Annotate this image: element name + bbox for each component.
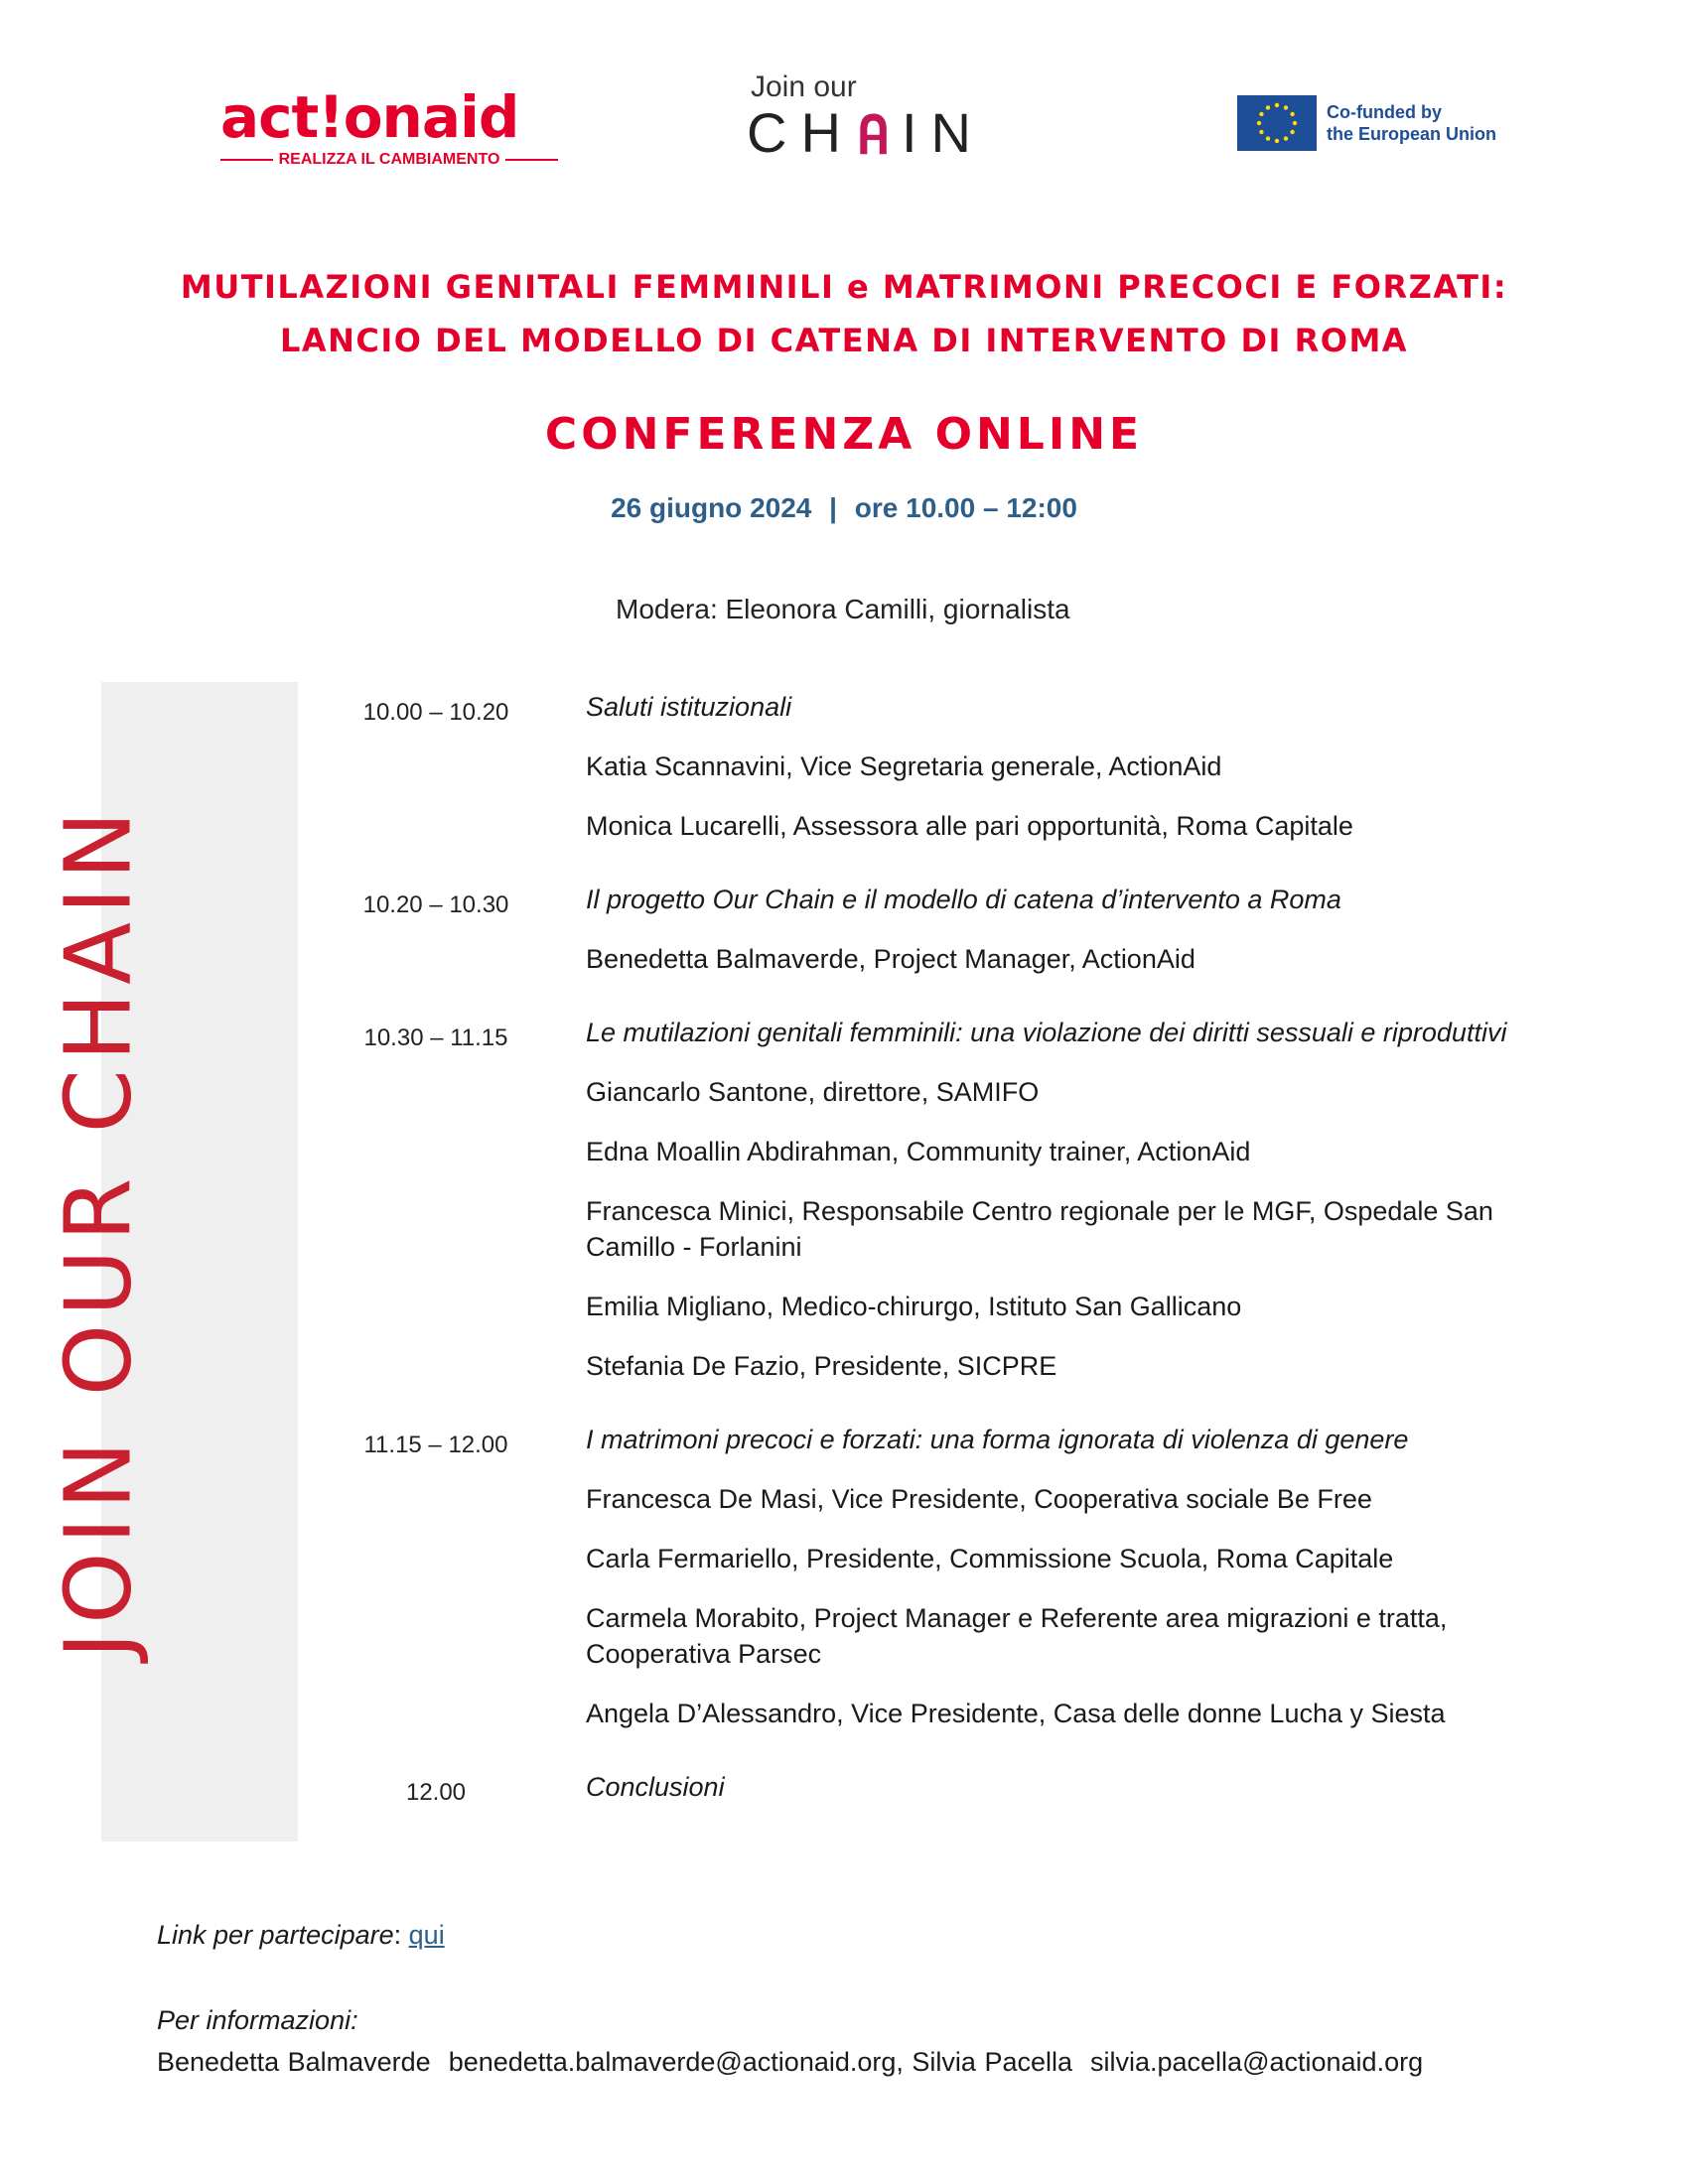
- speaker: Giancarlo Santone, direttore, SAMIFO: [586, 1077, 1040, 1107]
- contact-name: Benedetta Balmaverde: [157, 2047, 431, 2077]
- speaker: Edna Moallin Abdirahman, Community trainer, ActionAid: [586, 1137, 1251, 1166]
- chain-logo-word-start: CH: [747, 101, 855, 164]
- event-time: ore 10.00 – 12:00: [854, 492, 1077, 523]
- slot-body: [586, 1422, 1569, 1755]
- slot-time: 10.30 – 11.15: [363, 1024, 508, 1051]
- slot-time: 12.00: [405, 1779, 467, 1806]
- speaker: Angela D’Alessandro, Vice Presidente, Casa delle donne Lucha y Siesta: [586, 1699, 1446, 1728]
- chain-logo-word-end: IN: [902, 101, 985, 164]
- speaker: Emilia Migliano, Medico-chirurgo, Istituto San Gallicano: [586, 1292, 1242, 1321]
- chain-link-icon: [855, 107, 892, 159]
- info-label: Per informazioni:: [157, 2005, 358, 2035]
- tagline-rule-left: [220, 159, 273, 161]
- actionaid-tagline-row: [220, 149, 558, 171]
- eu-flag-icon: [1237, 95, 1317, 151]
- moderator-line: Modera: Eleonora Camilli, giornalista: [616, 594, 1070, 624]
- slot-body: [586, 1015, 1569, 1408]
- side-banner-text: JOIN OUR CHAIN: [45, 803, 152, 1659]
- slot-title: Le mutilazioni genitali femminili: una violazione dei diritti sessuali e riproduttivi: [586, 1018, 1507, 1047]
- eu-cofunded-logo: [1237, 95, 1515, 151]
- eu-line2: the European Union: [1327, 124, 1496, 144]
- slot-title: Il progetto Our Chain e il modello di catena d’intervento a Roma: [586, 885, 1341, 914]
- slot-body: [586, 689, 1569, 868]
- slot-time: 11.15 – 12.00: [363, 1432, 508, 1458]
- actionaid-wordmark: act!onaid: [220, 83, 519, 151]
- date-time-line: [0, 492, 1688, 524]
- document-title: [0, 260, 1688, 367]
- speaker: Katia Scannavini, Vice Segretaria generale, ActionAid: [586, 751, 1222, 781]
- slot-body: [586, 1769, 1569, 1807]
- speaker: Benedetta Balmaverde, Project Manager, ActionAid: [586, 944, 1196, 974]
- agenda-slot: [338, 1015, 1569, 1408]
- date-separator: |: [829, 492, 837, 523]
- slot-title: Saluti istituzionali: [586, 692, 792, 722]
- slot-title: Conclusioni: [586, 1772, 725, 1802]
- participation-link-line: [157, 1920, 445, 1951]
- title-line-1: MUTILAZIONI GENITALI FEMMINILI e MATRIMONI PRECOCI E FORZATI:: [180, 268, 1508, 306]
- chain-logo-word: [747, 103, 985, 163]
- conference-heading: CONFERENZA ONLINE: [544, 409, 1144, 460]
- agenda: [338, 689, 1569, 1821]
- speaker: Stefania De Fazio, Presidente, SICPRE: [586, 1351, 1057, 1381]
- slot-title: I matrimoni precoci e forzati: una forma ignorata di violenza di genere: [586, 1425, 1409, 1454]
- agenda-slot: [338, 1769, 1569, 1807]
- link-label: Link per partecipare: [157, 1920, 394, 1950]
- slot-time: 10.20 – 10.30: [362, 891, 509, 918]
- actionaid-tagline: REALIZZA IL CAMBIAMENTO: [278, 151, 500, 168]
- slot-time: 10.00 – 10.20: [362, 699, 509, 726]
- slot-body: [586, 882, 1569, 1001]
- agenda-slot: [338, 689, 1569, 868]
- participation-link[interactable]: qui: [408, 1920, 445, 1950]
- contact-email[interactable]: silvia.pacella@actionaid.org: [1090, 2047, 1424, 2077]
- actionaid-logo: [220, 85, 558, 175]
- contact-line: [157, 2047, 1423, 2078]
- eu-line1: Co-funded by: [1327, 102, 1442, 122]
- eu-cofunded-text: [1327, 101, 1496, 145]
- speaker: Monica Lucarelli, Assessora alle pari opportunità, Roma Capitale: [586, 811, 1353, 841]
- agenda-slot: [338, 882, 1569, 1001]
- agenda-slot: [338, 1422, 1569, 1755]
- speaker: Francesca De Masi, Vice Presidente, Cooperativa sociale Be Free: [586, 1484, 1372, 1514]
- chain-logo-join-text: Join our: [751, 70, 857, 103]
- title-line-2: LANCIO DEL MODELLO DI CATENA DI INTERVENTO DI ROMA: [279, 322, 1409, 359]
- link-separator: :: [393, 1920, 409, 1950]
- contact-email[interactable]: benedetta.balmaverde@actionaid.org,: [448, 2047, 904, 2077]
- join-our-chain-logo: [747, 71, 985, 171]
- contact-name: Silvia Pacella: [912, 2047, 1072, 2077]
- event-date: 26 giugno 2024: [611, 492, 812, 523]
- speaker: Carmela Morabito, Project Manager e Referente area migrazioni e tratta, Cooperativa Parsec: [586, 1603, 1448, 1669]
- speaker: Carla Fermariello, Presidente, Commissione Scuola, Roma Capitale: [586, 1544, 1394, 1573]
- speaker: Francesca Minici, Responsabile Centro regionale per le MGF, Ospedale San Camillo - Forlanini: [586, 1196, 1493, 1262]
- tagline-rule-right: [505, 159, 558, 161]
